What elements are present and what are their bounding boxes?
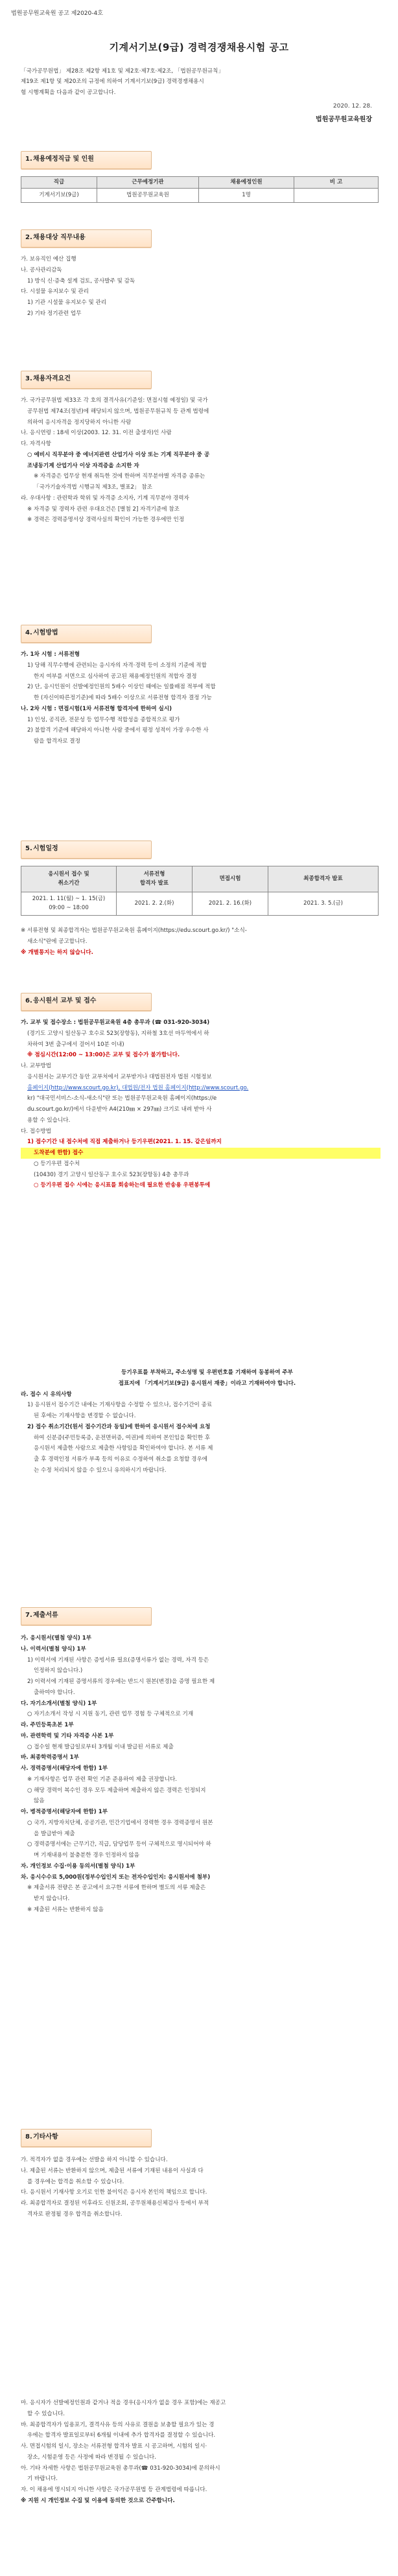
body-line: 공무원법 제74조(정년)에 해당되지 않으며, 법원공무원규칙 등 관계 법령에 xyxy=(27,408,209,415)
body-line: 다. 시설물 유지보수 및 관리 xyxy=(21,288,89,296)
body-line: 가. 1차 시험 : 서류전형 xyxy=(21,651,80,658)
section-8-continued xyxy=(21,2398,380,2507)
body-line: ○ 등기우편 접수처 xyxy=(34,1160,80,1167)
body-line: 2) 단, 응시인원이 선발예정인원의 5배수 이상인 때에는 일률배점 적부에 적합 xyxy=(27,684,216,691)
intro-line: 제19조 제1항 및 제20조의 규정에 의하여 기계서기보(9급) 경력경쟁채용시 xyxy=(21,78,204,86)
issuing-organization: 법원공무원교육원장 xyxy=(316,115,372,123)
body-line: 1) 응시원서 접수기간 내에는 기재사항을 수정할 수 있으나, 접수기간이 종료 xyxy=(27,1402,213,1409)
schedule-notes xyxy=(21,925,380,958)
table-cell: 2021. 2. 2.(화) xyxy=(117,892,193,916)
table-cell: 기계서기보(9급) xyxy=(21,189,97,203)
section-6-body xyxy=(21,1017,380,1191)
note-line: ※ 서류전형 및 최종합격자는 법원공무원교육원 홈페이지(https://edu.scourt.go.kr/) "소식- xyxy=(21,927,247,934)
body-line: 라. 우대사항 : 관련학과 학위 및 자격증 소지자, 기계 직무분야 경력자 xyxy=(21,494,189,502)
notice-date: 2020. 12. 28. xyxy=(333,103,372,110)
body-line: 가. 응시원서(별첨 양식) 1부 xyxy=(21,1635,92,1642)
body-line: ○ 예비시 직무분야 중 에너지관련 산업기사 이상 또는 기계 직무분야 중 공 xyxy=(27,451,210,458)
table-header: 면접시험 xyxy=(193,866,268,892)
schedule-table xyxy=(21,866,379,916)
body-line: 등기우표를 부착하고, 주소성명 및 우편번호를 기재하여 동봉하여 주부 xyxy=(121,1369,293,1376)
body-line: 2) 불합격 기준에 해당하지 아니한 사람 중에서 평정 성적이 가장 우수한 사 xyxy=(27,727,209,734)
body-line: 받지 않습니다. xyxy=(34,1896,70,1902)
body-line: 된 후에는 기재사항을 변경할 수 없습니다. xyxy=(34,1413,136,1419)
section-2-heading xyxy=(21,229,152,248)
section-5-heading xyxy=(21,841,152,859)
section-title: 기타사항 xyxy=(33,2133,58,2141)
table-header: 서류전형 합격자 발표 xyxy=(117,866,193,892)
body-line: 자. 이 채용에 명시되지 아니한 사항은 국가공무원법 등 관계법령에 따릅니다. xyxy=(21,2487,207,2493)
section-number: 7. xyxy=(25,1612,32,1619)
section-6-continued xyxy=(21,1367,380,1476)
body-line: 1) 기관 시설물 유지보수 및 관리 xyxy=(27,299,107,306)
position-table xyxy=(21,176,379,203)
body-line: ○ 해당 경력이 복수인 경우 모두 제출하며 제출하지 않은 경력은 인정되지 xyxy=(27,1787,206,1794)
body-line: ※ 경력은 경력증명서상 경력사실의 확인이 가능한 경우에만 인정 xyxy=(27,516,185,524)
body-line: ※ 자격증 및 경력자 관련 우대요건은 [별첨 2] 자격기준에 참조 xyxy=(27,505,180,513)
body-line: 가. 보유직인 예산 집행 xyxy=(21,256,76,262)
body-line: 람을 합격자로 결정 xyxy=(34,738,80,745)
body-line: 가. 국가공무원법 제33조 각 호의 결격사유(기준일: 면접시험 예정일) 및 국가 xyxy=(21,397,208,404)
section-7-body xyxy=(21,1633,380,1916)
body-line: 않음 xyxy=(34,1798,45,1805)
body-line: 라. 최종합격자로 결정된 이후라도 신원조회, 공무원채용신체검사 등에서 부적 xyxy=(21,2200,209,2207)
section-number: 4. xyxy=(25,629,32,636)
body-line: 자. 개인정보 수집·이용 동의서(별첨 양식) 1부 xyxy=(21,1862,135,1870)
body-line: 1) 접수기간 내 접수처에 직접 제출하거나 등기우편(2021. 1. 15. 같은일까지 xyxy=(27,1139,222,1146)
body-line: 용할 수 있습니다. xyxy=(27,1117,71,1124)
body-line: 도착분에 한함) 접수 xyxy=(21,1148,380,1159)
table-cell: 2021. 3. 5.(금) xyxy=(268,892,379,916)
section-number: 6. xyxy=(25,997,32,1004)
section-8-heading xyxy=(21,2129,152,2147)
body-line: 인정하지 않습니다.) xyxy=(34,1667,83,1675)
section-3-heading xyxy=(21,371,152,389)
body-line: 1) 방식 신·증축 설계 검토, 공사발주 및 감독 xyxy=(27,277,135,284)
body-line: 나. 제출된 서류는 반환하지 않으며, 제출된 서류에 기재된 내용이 사실과 다 xyxy=(21,2167,204,2174)
body-line: 우에는 합격자 발표일로부터 6개월 이내에 추가 합격자를 결정할 수 있습니다. xyxy=(27,2432,216,2439)
body-line: 나. 2차 시험 : 면접시험(1차 서류전형 합격자에 한하여 실시) xyxy=(21,705,172,712)
section-title: 채용예정직급 및 인원 xyxy=(33,156,94,163)
body-line: 는 수정 처리되지 않을 수 있으니 유의하시기 바랍니다. xyxy=(34,1467,167,1474)
note-line: ※ 개별통지는 하지 않습니다. xyxy=(21,949,93,956)
body-line: 한지 여부를 서면으로 심사하여 공고된 채용예정인원의 적합자 결정 xyxy=(34,673,197,680)
section-7-heading xyxy=(21,1607,152,1625)
body-line: 의하여 응시자격을 정지당하지 아니한 사람 xyxy=(27,419,132,426)
table-header: 채용예정인원 xyxy=(199,177,294,189)
body-line: 라. 주민등록초본 1부 xyxy=(21,1722,74,1728)
section-8-body xyxy=(21,2155,380,2220)
section-4-body xyxy=(21,649,380,747)
body-line: 나. 교부방법 xyxy=(21,1063,51,1069)
body-line: 아. 병적증명서(해당자에 한함) 1부 xyxy=(21,1809,108,1815)
table-cell: 법원공무원교육원 xyxy=(97,189,199,203)
body-line: (경기도 고양시 일산동구 호수로 523(장항동), 지하철 3호선 마두역에서 하 xyxy=(27,1030,209,1037)
body-line: 다. 자격사항 xyxy=(21,441,51,447)
section-number: 8. xyxy=(25,2133,32,2141)
body-line: 를 경우에는 합격을 취소할 수 있습니다. xyxy=(27,2178,124,2185)
body-line: kr) "대국민서비스-소식-새소식"란 또는 법원공무원교육원 홈페이지(https://e xyxy=(27,1095,217,1102)
body-line: ※ 기재사항은 업무 관련 확인 기준 준용하여 제출 권장합니다. xyxy=(27,1776,178,1783)
body-line: 바. 최종학력증명서 1부 xyxy=(21,1754,79,1761)
body-line: 2) 이력서에 기재된 증명서류의 경우에는 반드시 원본(변경)을 증명 필요한 제 xyxy=(27,1678,215,1685)
body-line: 응시원서는 교부기간 동안 교부처에서 교부받거나 대법원전자 법원 시험정보 xyxy=(27,1073,212,1080)
intro-line: 험 시행계획을 다음과 같이 공고합니다. xyxy=(21,89,116,96)
section-title: 채용자격요건 xyxy=(33,375,71,382)
body-line: 사. 경력증명서(해당자에 한함) 1부 xyxy=(21,1765,108,1772)
body-line: du.scourt.go.kr/)에서 다운받아 A4(210㎜ × 297㎜) 크기로 내려 받아 사 xyxy=(27,1106,212,1113)
notice-title: 기계서기보(9급) 경력경쟁채용시험 공고 xyxy=(109,41,289,53)
intro-paragraph xyxy=(21,66,384,98)
body-line: 가. 적격자가 없을 경우에는 선발을 하지 아니할 수 있습니다. xyxy=(21,2157,168,2163)
body-line: 나. 이력서(별첨 양식) 1부 xyxy=(21,1645,86,1653)
body-line: ○ 등기우편 접수 시에는 응시표를 회송하는데 필요한 반송용 우편봉투에 xyxy=(34,1182,211,1189)
body-line: 접표지에 「기계서기보(9급) 응시원서 재중」이라고 기재하여야 합니다. xyxy=(118,1380,296,1387)
body-line: 조냉동기계 산업기사 이상 자격증을 소지한 자 xyxy=(27,462,139,469)
table-header: 직급 xyxy=(21,177,97,189)
body-line: 을 발급받아 제출 xyxy=(34,1830,75,1837)
body-line: 바. 최종합격자가 임용포기, 결격사유 등의 사유로 결원을 보충할 필요가 있는 경 xyxy=(21,2421,215,2428)
body-line: 「국가기술자격법 시행규칙 제3조, 별표2」 참조 xyxy=(34,484,152,491)
table-header: 응시원서 접수 및 취소기간 xyxy=(21,866,117,892)
body-line: ※ 제출서류 전량은 본 공고에서 요구한 서류에 한하며 별도의 서류 제출은 xyxy=(27,1885,206,1892)
table-cell: 1명 xyxy=(199,189,294,203)
body-line: 마. 관련학력 및 기타 자격증 사본 1부 xyxy=(21,1732,114,1739)
body-line: ※ 점심시간(12:00 ~ 13:00)은 교부 및 접수가 불가합니다. xyxy=(27,1052,180,1059)
section-number: 3. xyxy=(25,375,32,382)
body-line: 출하여야 합니다. xyxy=(34,1689,75,1696)
body-line: 2) 접수 취소기간(원서 접수기간과 동일)에 한하여 응시원서 접수처에 요청 xyxy=(27,1423,211,1430)
body-line: ○ 경력증명서에는 근무기간, 직급, 담당업무 등이 구체적으로 명시되어야 하 xyxy=(27,1841,211,1848)
body-line: 라. 접수 시 유의사항 xyxy=(21,1391,72,1398)
body-line: 가. 교부 및 접수장소 : 법원공무원교육원 4층 총무과 (☎ 031-920-3034) xyxy=(21,1019,210,1026)
table-cell xyxy=(294,189,379,203)
table-header: 근무예정기관 xyxy=(97,177,199,189)
body-line: ○ 자기소개서 작성 시 지원 동기, 관련 업무 경험 등 구체적으로 기재 xyxy=(27,1711,194,1718)
section-number: 2. xyxy=(25,234,32,241)
table-cell: 2021. 1. 11(월) ~ 1. 15(금) 09:00 ~ 18:00 xyxy=(21,892,117,916)
section-number: 1. xyxy=(25,156,32,163)
body-line: ○ 접수일 현재 발급일로부터 3개월 이내 발급된 서류로 제출 xyxy=(27,1743,174,1750)
section-2-body xyxy=(21,254,380,319)
body-line: 사. 면접시험의 일시, 장소는 서류전형 합격자 발표 시 공고하며, 시험의 일시· xyxy=(21,2443,207,2450)
body-line: 나. 응시연령 : 18세 이상(2003. 12. 31. 이전 출생자)인 사람 xyxy=(21,430,172,437)
table-header: 최종합격자 발표 xyxy=(268,866,379,892)
section-title: 제출서류 xyxy=(33,1612,58,1619)
section-title: 시험방법 xyxy=(33,629,58,636)
body-line: ※ 지원 시 개인정보 수집 및 이용에 동의한 것으로 간주합니다. xyxy=(21,2497,175,2504)
body-line: 차. 응시수수료 5,000원(정부수입인지 또는 전자수입인지: 응시원서에 첨부) xyxy=(21,1874,211,1881)
section-title: 응시원서 교부 및 접수 xyxy=(33,997,97,1004)
body-line: 다. 자기소개서(별첨 양식) 1부 xyxy=(21,1700,97,1707)
body-line: ※ 자격증은 업무상 현재 취득한 것에 한하며 직무분야별 자격증 종류는 xyxy=(34,473,205,480)
body-line: 1) 인성, 공직관, 전문성 등 업무수행 적합성을 종합적으로 평가 xyxy=(27,716,180,723)
body-line: 기 바랍니다. xyxy=(27,2476,58,2483)
note-line: 새소식"란에 공고합니다. xyxy=(27,938,88,945)
body-line: 할 수 있습니다. xyxy=(27,2410,65,2417)
intro-line: 「국가공무원법」 제28조 제2항 제1호 및 제2호·제7호·제2조, 「법원공무원규칙」 xyxy=(21,68,224,75)
section-1-heading xyxy=(21,151,152,169)
body-line: 차하여 3번 출구에서 걸어서 10분 이내) xyxy=(27,1041,124,1048)
body-line: 출 후 경력인정 서류가 부족 등의 이유로 수정하여 취소를 요청할 경우에 xyxy=(34,1456,208,1463)
body-line: 다. 응시원서 기재사항 오기로 인한 불이익은 응시자 본인의 책임으로 합니다. xyxy=(21,2189,207,2196)
body-line: 아. 기타 자세한 사항은 법원공무원교육원 총무과(☎ 031-920-3034)에 문의하시 xyxy=(21,2465,220,2472)
section-4-heading xyxy=(21,625,152,643)
table-header: 비 고 xyxy=(294,177,379,189)
body-line: 1) 당해 직무수행에 관련되는 응시자의 자격·경력 등이 소정의 기준에 적합 xyxy=(27,662,207,669)
notice-date-block xyxy=(316,100,372,126)
body-line: 격자로 판정될 경우 합격을 취소합니다. xyxy=(27,2210,123,2218)
body-line: 며 기재내용이 불충분한 경우 인정하지 않음 xyxy=(34,1852,140,1859)
section-6-heading xyxy=(21,993,152,1011)
body-line: 응시원서 제출한 사람으로 제출한 사항임을 확인하여야 합니다. 본 서류 제 xyxy=(34,1445,213,1452)
section-title: 시험일정 xyxy=(33,845,58,852)
body-line: 하여 신분증(주민등록증, 운전면허증, 여권)에 의하여 본인임을 확인한 후 xyxy=(34,1434,211,1441)
body-line: (10430) 경기 고양시 일산동구 호수로 523(장항동) 4층 총무과 xyxy=(34,1171,189,1178)
table-cell: 2021. 2. 16.(화) xyxy=(193,892,268,916)
body-line: 2) 기타 정기관련 업무 xyxy=(27,310,82,317)
body-line: 1) 이력서에 기재된 사항은 증빙서류 필요(증명서류가 없는 경력, 자격 등은 xyxy=(27,1656,209,1664)
body-line[interactable]: 홈페이지(http://www.scourt.go.kr), 대법원/전자 법원 홈페이지(http://www.scourt.go. xyxy=(27,1084,249,1091)
body-line: ※ 제출된 서류는 반환하지 않음 xyxy=(27,1906,104,1913)
notice-number: 법원공무원교육원 공고 제2020-4호 xyxy=(11,10,103,17)
body-line: 다. 접수방법 xyxy=(21,1128,51,1135)
body-line: 마. 응시자가 선발예정인원과 같거나 적을 경우(응시자가 없을 경우 포함)에는 재공고 xyxy=(21,2400,226,2406)
section-3-body xyxy=(21,395,380,526)
section-title: 채용대상 직무내용 xyxy=(33,234,86,241)
section-number: 5. xyxy=(25,845,32,852)
body-line: 나. 공사관리감독 xyxy=(21,266,62,273)
body-line: 장소, 시험운영 등은 사정에 따라 변경될 수 있습니다. xyxy=(27,2454,156,2461)
body-line: ○ 국가, 지방자치단체, 공공기관, 민간기업에서 경력한 경우 경력증명서 원본 xyxy=(27,1819,213,1826)
body-line: 한 (자신이따른정기준)에 따라 5배수 이상으로 서류전형 합격자 결정 가능 xyxy=(34,695,212,701)
